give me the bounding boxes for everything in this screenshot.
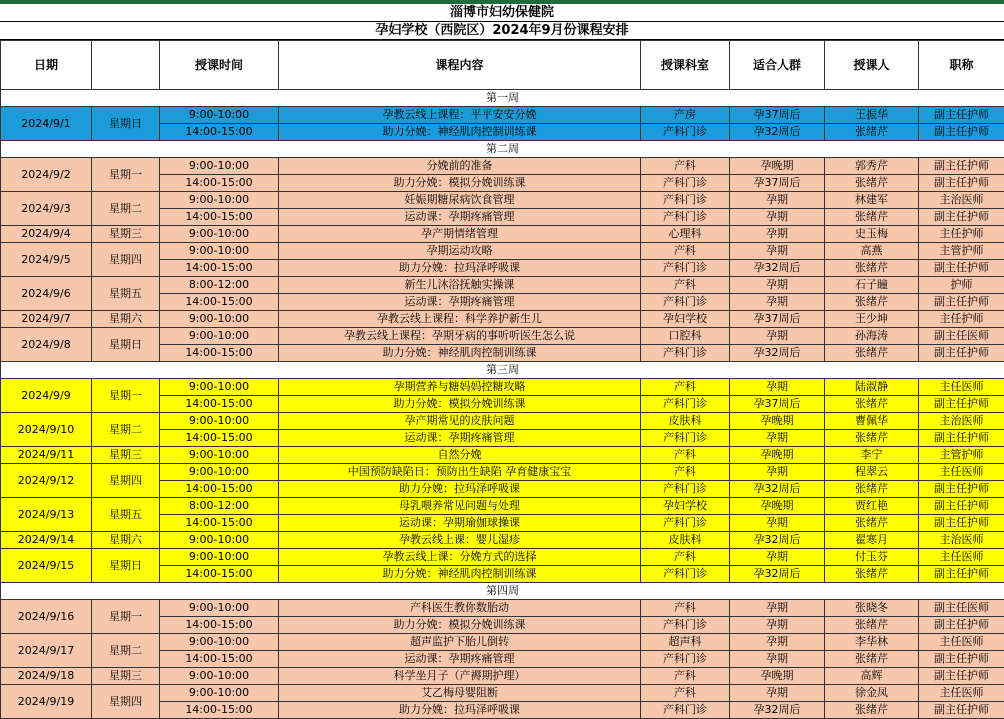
course-cell: 自然分娩 — [279, 447, 641, 464]
audience-cell: 孕期 — [730, 192, 825, 209]
audience-cell: 孕32周后 — [730, 481, 825, 498]
title-cell: 主任医师 — [919, 685, 1004, 702]
audience-cell: 孕期 — [730, 328, 825, 345]
weekday-cell: 星期日 — [92, 107, 160, 141]
teacher-cell: 张绪芹 — [825, 294, 919, 311]
schedule-title: 孕妇学校（西院区）2024年9月份课程安排 — [0, 22, 1004, 40]
course-cell: 运动课：孕期瑜伽球操课 — [279, 515, 641, 532]
title-cell: 主任医师 — [919, 634, 1004, 651]
time-cell: 14:00-15:00 — [160, 175, 279, 192]
department-cell: 产科 — [641, 158, 730, 175]
course-cell: 运动课：孕期疼痛管理 — [279, 430, 641, 447]
week-row — [1, 90, 1004, 107]
audience-cell: 孕32周后 — [730, 532, 825, 549]
title-cell: 主任医师 — [919, 464, 1004, 481]
date-cell: 2024/9/17 — [1, 634, 92, 668]
teacher-cell: 曹佩华 — [825, 413, 919, 430]
audience-cell: 孕32周后 — [730, 124, 825, 141]
session-row — [1, 634, 1004, 651]
audience-cell: 孕期 — [730, 226, 825, 243]
course-cell: 分娩前的准备 — [279, 158, 641, 175]
title-cell: 副主任护师 — [919, 345, 1004, 362]
weekday-cell: 星期日 — [92, 328, 160, 362]
time-cell: 14:00-15:00 — [160, 702, 279, 719]
date-cell: 2024/9/8 — [1, 328, 92, 362]
title-cell: 主管护师 — [919, 243, 1004, 260]
title-cell: 护师 — [919, 277, 1004, 294]
teacher-cell: 王振华 — [825, 107, 919, 124]
title-cell: 主任医师 — [919, 379, 1004, 396]
teacher-cell: 张绪芹 — [825, 396, 919, 413]
weekday-cell: 星期五 — [92, 498, 160, 532]
date-cell: 2024/9/7 — [1, 311, 92, 328]
audience-cell: 孕32周后 — [730, 260, 825, 277]
course-cell: 产科医生教你数胎动 — [279, 600, 641, 617]
course-cell: 母乳喂养常见问题与处理 — [279, 498, 641, 515]
teacher-cell: 张晓冬 — [825, 600, 919, 617]
teacher-cell: 史玉梅 — [825, 226, 919, 243]
time-cell: 9:00-10:00 — [160, 413, 279, 430]
audience-cell: 孕期 — [730, 651, 825, 668]
title-cell: 主治医师 — [919, 192, 1004, 209]
session-row — [1, 685, 1004, 702]
session-row — [1, 192, 1004, 209]
department-cell: 产科门诊 — [641, 515, 730, 532]
session-row — [1, 498, 1004, 515]
week-row — [1, 141, 1004, 158]
course-cell: 助力分娩：模拟分娩训练课 — [279, 175, 641, 192]
date-cell: 2024/9/13 — [1, 498, 92, 532]
title-cell: 副主任护师 — [919, 107, 1004, 124]
time-cell: 9:00-10:00 — [160, 192, 279, 209]
header-cell: 日期 — [1, 41, 92, 90]
title-cell: 副主任护师 — [919, 294, 1004, 311]
session-row — [1, 328, 1004, 345]
department-cell: 皮肤科 — [641, 413, 730, 430]
teacher-cell: 陆淑静 — [825, 379, 919, 396]
time-cell: 14:00-15:00 — [160, 515, 279, 532]
session-row — [1, 243, 1004, 260]
time-cell: 14:00-15:00 — [160, 566, 279, 583]
course-cell: 艾乙梅母婴阻断 — [279, 685, 641, 702]
department-cell: 产科门诊 — [641, 481, 730, 498]
session-row — [1, 464, 1004, 481]
audience-cell: 孕37周后 — [730, 396, 825, 413]
teacher-cell: 张绪芹 — [825, 702, 919, 719]
course-cell: 超声监护下胎儿倒转 — [279, 634, 641, 651]
date-cell: 2024/9/10 — [1, 413, 92, 447]
time-cell: 14:00-15:00 — [160, 345, 279, 362]
teacher-cell: 林建军 — [825, 192, 919, 209]
audience-cell: 孕晚期 — [730, 447, 825, 464]
title-cell: 副主任医师 — [919, 328, 1004, 345]
title-cell: 副主任护师 — [919, 498, 1004, 515]
audience-cell: 孕期 — [730, 515, 825, 532]
department-cell: 产科门诊 — [641, 260, 730, 277]
week-label: 第三周 — [1, 362, 1004, 379]
course-cell: 助力分娩：神经肌肉控制训练课 — [279, 124, 641, 141]
department-cell: 产科门诊 — [641, 617, 730, 634]
course-cell: 孕教云线上课程：平平安安分娩 — [279, 107, 641, 124]
audience-cell: 孕期 — [730, 209, 825, 226]
title-cell: 主管护师 — [919, 447, 1004, 464]
course-cell: 新生儿沐浴抚触实操课 — [279, 277, 641, 294]
teacher-cell: 孙海涛 — [825, 328, 919, 345]
session-row — [1, 549, 1004, 566]
session-row — [1, 600, 1004, 617]
title-cell: 副主任护师 — [919, 617, 1004, 634]
course-cell: 科学坐月子（产褥期护理） — [279, 668, 641, 685]
teacher-cell: 张绪芹 — [825, 430, 919, 447]
time-cell: 14:00-15:00 — [160, 481, 279, 498]
department-cell: 孕妇学校 — [641, 498, 730, 515]
time-cell: 14:00-15:00 — [160, 260, 279, 277]
session-row — [1, 311, 1004, 328]
session-row — [1, 158, 1004, 175]
session-row — [1, 668, 1004, 685]
date-cell: 2024/9/1 — [1, 107, 92, 141]
time-cell: 9:00-10:00 — [160, 464, 279, 481]
audience-cell: 孕晚期 — [730, 158, 825, 175]
time-cell: 14:00-15:00 — [160, 617, 279, 634]
audience-cell: 孕期 — [730, 379, 825, 396]
audience-cell: 孕32周后 — [730, 566, 825, 583]
audience-cell: 孕37周后 — [730, 311, 825, 328]
department-cell: 口腔科 — [641, 328, 730, 345]
session-row — [1, 532, 1004, 549]
teacher-cell: 付玉芬 — [825, 549, 919, 566]
department-cell: 产科 — [641, 464, 730, 481]
audience-cell: 孕期 — [730, 685, 825, 702]
department-cell: 皮肤科 — [641, 532, 730, 549]
title-cell: 主治医师 — [919, 532, 1004, 549]
time-cell: 14:00-15:00 — [160, 430, 279, 447]
date-cell: 2024/9/5 — [1, 243, 92, 277]
course-cell: 助力分娩：拉玛泽呼吸课 — [279, 260, 641, 277]
date-cell: 2024/9/16 — [1, 600, 92, 634]
title-cell: 副主任护师 — [919, 175, 1004, 192]
department-cell: 产科门诊 — [641, 566, 730, 583]
audience-cell: 孕期 — [730, 634, 825, 651]
department-cell: 产科 — [641, 549, 730, 566]
session-row — [1, 447, 1004, 464]
weekday-cell: 星期三 — [92, 226, 160, 243]
time-cell: 14:00-15:00 — [160, 124, 279, 141]
audience-cell: 孕期 — [730, 430, 825, 447]
course-cell: 运动课：孕期疼痛管理 — [279, 294, 641, 311]
weekday-cell: 星期四 — [92, 685, 160, 719]
time-cell: 9:00-10:00 — [160, 549, 279, 566]
course-cell: 孕期营养与糖妈妈控糖攻略 — [279, 379, 641, 396]
teacher-cell: 王少坤 — [825, 311, 919, 328]
weekday-cell: 星期二 — [92, 413, 160, 447]
department-cell: 产科门诊 — [641, 651, 730, 668]
weekday-cell: 星期六 — [92, 532, 160, 549]
course-cell: 孕教云线上课：婴儿湿疹 — [279, 532, 641, 549]
audience-cell: 孕期 — [730, 600, 825, 617]
teacher-cell: 张绪芹 — [825, 515, 919, 532]
department-cell: 产科门诊 — [641, 396, 730, 413]
audience-cell: 孕37周后 — [730, 107, 825, 124]
time-cell: 9:00-10:00 — [160, 668, 279, 685]
department-cell: 超声科 — [641, 634, 730, 651]
teacher-cell: 张绪芹 — [825, 651, 919, 668]
date-cell: 2024/9/9 — [1, 379, 92, 413]
date-cell: 2024/9/19 — [1, 685, 92, 719]
teacher-cell: 贾红艳 — [825, 498, 919, 515]
teacher-cell: 高燕 — [825, 243, 919, 260]
time-cell: 9:00-10:00 — [160, 634, 279, 651]
course-cell: 助力分娩：模拟分娩训练课 — [279, 617, 641, 634]
course-cell: 助力分娩：神经肌肉控制训练课 — [279, 566, 641, 583]
audience-cell: 孕晚期 — [730, 668, 825, 685]
time-cell: 9:00-10:00 — [160, 328, 279, 345]
weekday-cell: 星期六 — [92, 311, 160, 328]
audience-cell: 孕期 — [730, 617, 825, 634]
date-cell: 2024/9/4 — [1, 226, 92, 243]
weekday-cell: 星期五 — [92, 277, 160, 311]
header-cell: 授课科室 — [641, 41, 730, 90]
teacher-cell: 张绪芹 — [825, 260, 919, 277]
weekday-cell: 星期三 — [92, 447, 160, 464]
teacher-cell: 石子瞳 — [825, 277, 919, 294]
course-cell: 孕产期情绪管理 — [279, 226, 641, 243]
header-cell: 授课时间 — [160, 41, 279, 90]
weekday-cell: 星期一 — [92, 600, 160, 634]
header-cell: 课程内容 — [279, 41, 641, 90]
audience-cell: 孕晚期 — [730, 498, 825, 515]
hospital-title: 淄博市妇幼保健院 — [0, 4, 1004, 22]
time-cell: 8:00-12:00 — [160, 498, 279, 515]
title-cell: 副主任护师 — [919, 396, 1004, 413]
header-cell: 授课人 — [825, 41, 919, 90]
course-cell: 孕教云线上课程：孕期牙病的事听听医生怎么说 — [279, 328, 641, 345]
audience-cell: 孕期 — [730, 294, 825, 311]
department-cell: 产科 — [641, 668, 730, 685]
title-cell: 副主任护师 — [919, 702, 1004, 719]
audience-cell: 孕32周后 — [730, 345, 825, 362]
audience-cell: 孕期 — [730, 277, 825, 294]
session-row — [1, 107, 1004, 124]
date-cell: 2024/9/18 — [1, 668, 92, 685]
time-cell: 9:00-10:00 — [160, 107, 279, 124]
time-cell: 9:00-10:00 — [160, 243, 279, 260]
department-cell: 心理科 — [641, 226, 730, 243]
weekday-cell: 星期二 — [92, 192, 160, 226]
course-cell: 运动课：孕期疼痛管理 — [279, 209, 641, 226]
time-cell: 8:00-12:00 — [160, 277, 279, 294]
time-cell: 9:00-10:00 — [160, 158, 279, 175]
department-cell: 产科 — [641, 379, 730, 396]
title-cell: 副主任护师 — [919, 430, 1004, 447]
teacher-cell: 程翠云 — [825, 464, 919, 481]
department-cell: 产房 — [641, 107, 730, 124]
header-cell — [92, 41, 160, 90]
title-cell: 副主任护师 — [919, 209, 1004, 226]
weekday-cell: 星期四 — [92, 243, 160, 277]
audience-cell: 孕期 — [730, 243, 825, 260]
course-cell: 助力分娩：拉玛泽呼吸课 — [279, 481, 641, 498]
course-cell: 助力分娩：拉玛泽呼吸课 — [279, 702, 641, 719]
session-row — [1, 277, 1004, 294]
department-cell: 产科门诊 — [641, 345, 730, 362]
title-cell: 副主任护师 — [919, 515, 1004, 532]
title-cell: 副主任医师 — [919, 600, 1004, 617]
title-cell: 主任护师 — [919, 311, 1004, 328]
title-cell: 副主任护师 — [919, 566, 1004, 583]
department-cell: 产科门诊 — [641, 192, 730, 209]
department-cell: 产科门诊 — [641, 124, 730, 141]
time-cell: 9:00-10:00 — [160, 600, 279, 617]
title-cell: 主任医师 — [919, 549, 1004, 566]
week-row — [1, 362, 1004, 379]
teacher-cell: 张绪芹 — [825, 617, 919, 634]
teacher-cell: 张绪芹 — [825, 175, 919, 192]
weekday-cell: 星期日 — [92, 549, 160, 583]
teacher-cell: 高辉 — [825, 668, 919, 685]
department-cell: 产科门诊 — [641, 175, 730, 192]
teacher-cell: 李宁 — [825, 447, 919, 464]
time-cell: 14:00-15:00 — [160, 294, 279, 311]
weekday-cell: 星期三 — [92, 668, 160, 685]
teacher-cell: 郭秀芹 — [825, 158, 919, 175]
title-cell: 副主任护师 — [919, 668, 1004, 685]
date-cell: 2024/9/15 — [1, 549, 92, 583]
audience-cell: 孕37周后 — [730, 175, 825, 192]
department-cell: 孕妇学校 — [641, 311, 730, 328]
department-cell: 产科门诊 — [641, 430, 730, 447]
teacher-cell: 张绪芹 — [825, 209, 919, 226]
teacher-cell: 徐金凤 — [825, 685, 919, 702]
course-cell: 孕教云线上课程：科学养护新生儿 — [279, 311, 641, 328]
time-cell: 14:00-15:00 — [160, 209, 279, 226]
department-cell: 产科门诊 — [641, 294, 730, 311]
date-cell: 2024/9/2 — [1, 158, 92, 192]
teacher-cell: 张绪芹 — [825, 345, 919, 362]
date-cell: 2024/9/11 — [1, 447, 92, 464]
header-cell: 适合人群 — [730, 41, 825, 90]
week-label: 第二周 — [1, 141, 1004, 158]
title-cell: 副主任护师 — [919, 260, 1004, 277]
weekday-cell: 星期一 — [92, 158, 160, 192]
time-cell: 9:00-10:00 — [160, 379, 279, 396]
course-cell: 助力分娩：神经肌肉控制训练课 — [279, 345, 641, 362]
week-label: 第四周 — [1, 583, 1004, 600]
date-cell: 2024/9/12 — [1, 464, 92, 498]
teacher-cell: 张绪芹 — [825, 481, 919, 498]
time-cell: 9:00-10:00 — [160, 685, 279, 702]
course-cell: 妊娠期糖尿病饮食管理 — [279, 192, 641, 209]
weekday-cell: 星期二 — [92, 634, 160, 668]
title-cell: 副主任护师 — [919, 651, 1004, 668]
week-row — [1, 583, 1004, 600]
title-cell: 副主任护师 — [919, 124, 1004, 141]
date-cell: 2024/9/3 — [1, 192, 92, 226]
department-cell: 产科 — [641, 685, 730, 702]
title-cell: 主任护师 — [919, 226, 1004, 243]
audience-cell: 孕期 — [730, 464, 825, 481]
course-cell: 孕教云线上课：分娩方式的选择 — [279, 549, 641, 566]
course-cell: 助力分娩：模拟分娩训练课 — [279, 396, 641, 413]
time-cell: 9:00-10:00 — [160, 447, 279, 464]
title-cell: 主治医师 — [919, 413, 1004, 430]
session-row — [1, 413, 1004, 430]
time-cell: 9:00-10:00 — [160, 532, 279, 549]
teacher-cell: 张绪芹 — [825, 124, 919, 141]
audience-cell: 孕期 — [730, 549, 825, 566]
teacher-cell: 李华林 — [825, 634, 919, 651]
teacher-cell: 翟寒月 — [825, 532, 919, 549]
title-cell: 副主任护师 — [919, 481, 1004, 498]
course-cell: 孕产期常见的皮肤问题 — [279, 413, 641, 430]
audience-cell: 孕32周后 — [730, 702, 825, 719]
week-label: 第一周 — [1, 90, 1004, 107]
session-row — [1, 226, 1004, 243]
audience-cell: 孕晚期 — [730, 413, 825, 430]
time-cell: 14:00-15:00 — [160, 396, 279, 413]
course-cell: 孕期运动攻略 — [279, 243, 641, 260]
header-cell: 职称 — [919, 41, 1004, 90]
header-row — [1, 41, 1004, 90]
teacher-cell: 张绪芹 — [825, 566, 919, 583]
time-cell: 9:00-10:00 — [160, 226, 279, 243]
date-cell: 2024/9/14 — [1, 532, 92, 549]
department-cell: 产科 — [641, 600, 730, 617]
session-row — [1, 379, 1004, 396]
time-cell: 9:00-10:00 — [160, 311, 279, 328]
time-cell: 14:00-15:00 — [160, 651, 279, 668]
weekday-cell: 星期一 — [92, 379, 160, 413]
course-cell: 运动课：孕期疼痛管理 — [279, 651, 641, 668]
department-cell: 产科 — [641, 447, 730, 464]
department-cell: 产科 — [641, 277, 730, 294]
department-cell: 产科 — [641, 243, 730, 260]
department-cell: 产科门诊 — [641, 702, 730, 719]
date-cell: 2024/9/6 — [1, 277, 92, 311]
course-cell: 中国预防缺陷日：预防出生缺陷 孕育健康宝宝 — [279, 464, 641, 481]
department-cell: 产科门诊 — [641, 209, 730, 226]
schedule-table — [0, 40, 1004, 719]
title-cell: 副主任护师 — [919, 158, 1004, 175]
weekday-cell: 星期四 — [92, 464, 160, 498]
